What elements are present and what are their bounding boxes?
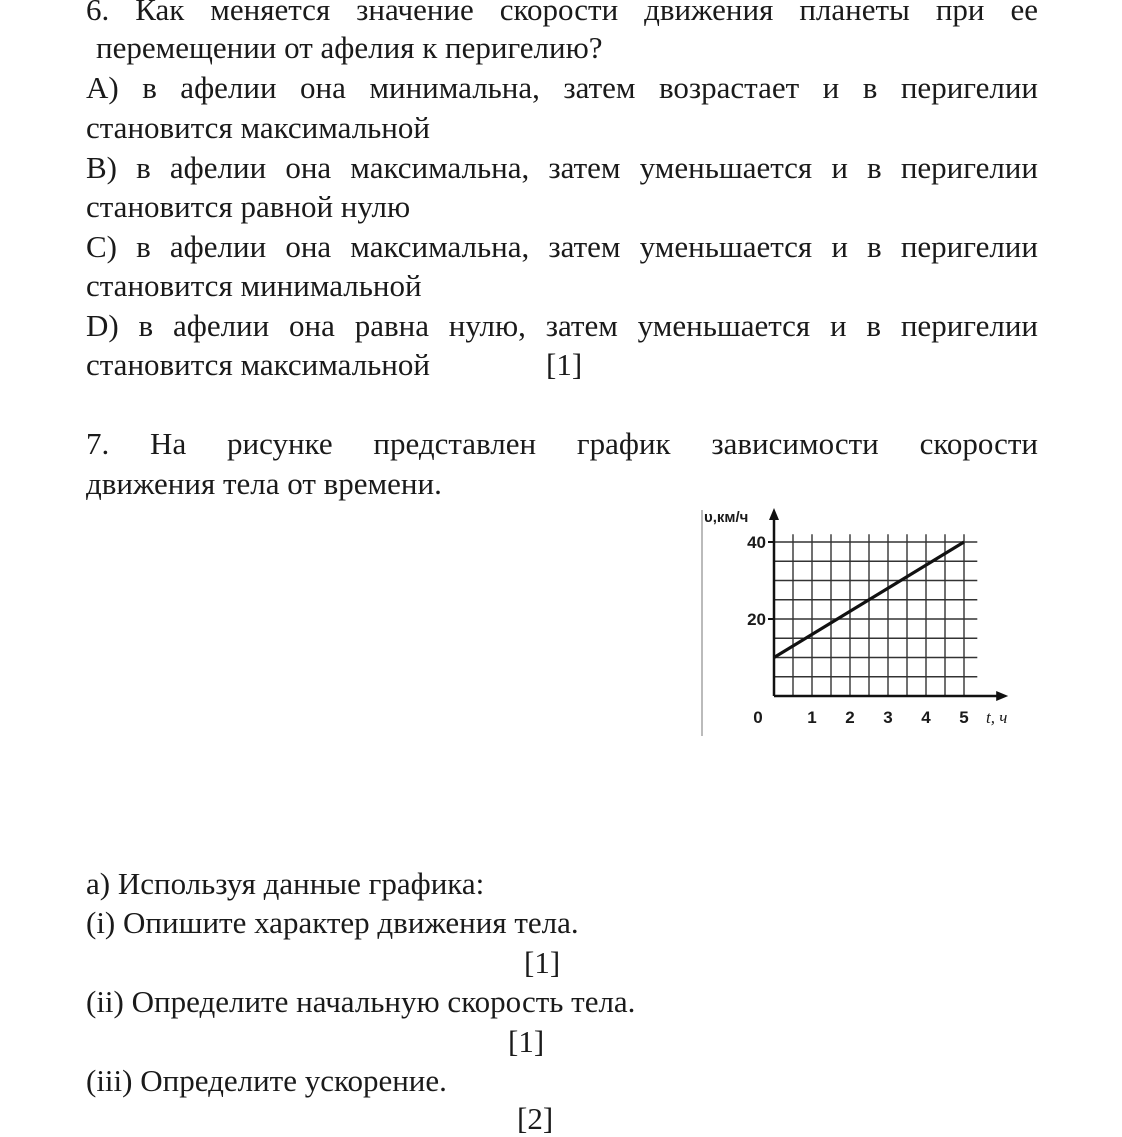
x-tick-label: 4: [921, 708, 931, 727]
q7-sub-i: (i) Опишите характер движения тела.: [86, 905, 579, 940]
q6-option-a-line1: A) в афелии она минимальна, затем возрастает и в перигелии: [86, 70, 1038, 105]
x-axis-arrow: [996, 691, 1008, 701]
q6-option-c-line2: становится минимальной: [86, 268, 422, 303]
velocity-time-chart: [696, 500, 1036, 745]
x-tick-label: 3: [883, 708, 893, 727]
x-tick-label: 5: [959, 708, 969, 727]
y-axis-label: υ,км/ч: [704, 509, 749, 526]
y-axis-arrow: [769, 508, 779, 520]
q7-mark-ii: [1]: [508, 1024, 545, 1059]
q7-part-a: a) Используя данные графика:: [86, 866, 485, 901]
q6-title-line2: перемещении от афелия к перигелию?: [96, 30, 603, 65]
x-tick-label: 1: [807, 708, 817, 727]
chart-svg: [696, 500, 1036, 745]
q7-title-line2: движения тела от времени.: [86, 466, 442, 501]
q6-option-b-line2: становится равной нулю: [86, 189, 411, 224]
q6-option-a-line2: становится максимальной: [86, 110, 430, 145]
x-tick-label: 2: [845, 708, 855, 727]
q6-option-d-line1: D) в афелии она равна нулю, затем уменьшается и в перигелии: [86, 308, 1038, 343]
q7-mark-i: [1]: [524, 945, 561, 980]
q6-option-c-line1: C) в афелии она максимальна, затем уменьшается и в перигелии: [86, 229, 1038, 264]
q7-sub-ii: (ii) Определите начальную скорость тела.: [86, 984, 636, 1019]
q7-mark-iii: [2]: [517, 1101, 554, 1136]
q6-option-d-line2: становится максимальной: [86, 347, 430, 382]
x-axis-label: t, ч: [986, 708, 1008, 727]
y-tick-label: 40: [747, 533, 766, 552]
q6-title-line1: 6. Как меняется значение скорости движения планеты при ее: [86, 0, 1038, 27]
q6-option-b-line1: B) в афелии она максимальна, затем уменьшается и в перигелии: [86, 150, 1038, 185]
q7-sub-iii: (iii) Определите ускорение.: [86, 1063, 447, 1098]
y-tick-label: 20: [747, 610, 766, 629]
q6-mark: [1]: [546, 347, 583, 382]
x-tick-label: 0: [753, 708, 763, 727]
q7-title-line1: 7. На рисунке представлен график зависимости скорости: [86, 426, 1038, 461]
